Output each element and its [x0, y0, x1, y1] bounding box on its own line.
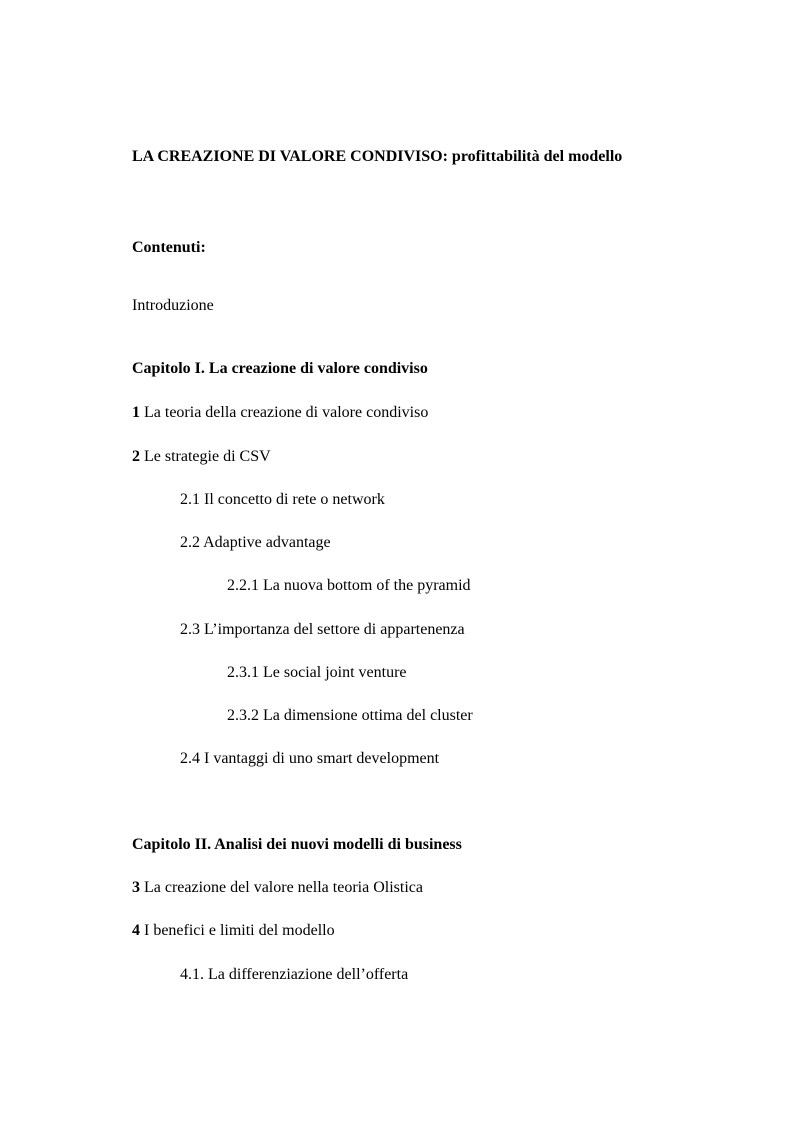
toc-item-4-1: 4.1. La differenziazione dell’offerta — [180, 966, 409, 983]
toc-item-2-3: 2.3 L’importanza del settore di appartenenza — [180, 621, 465, 638]
toc-item-2-3-1: 2.3.1 Le social joint venture — [227, 664, 407, 681]
toc-item-4 — [132, 921, 335, 941]
toc-item-1 — [132, 403, 428, 423]
toc-item-text: I benefici e limiti del modello — [140, 922, 335, 939]
toc-chapter-2: Capitolo II. Analisi dei nuovi modelli di business — [132, 836, 462, 853]
toc-item-2-2: 2.2 Adaptive advantage — [180, 534, 331, 551]
toc-item-number: 2 — [132, 448, 140, 465]
contents-heading: Contenuti: — [132, 239, 206, 256]
document-title: LA CREAZIONE DI VALORE CONDIVISO: profittabilità del modello — [132, 148, 623, 165]
toc-item-number: 1 — [132, 404, 140, 421]
toc-item-3 — [132, 878, 423, 898]
toc-item-2-2-1: 2.2.1 La nuova bottom of the pyramid — [227, 577, 471, 594]
toc-item-text: La creazione del valore nella teoria Olistica — [140, 879, 423, 896]
toc-item-2 — [132, 447, 271, 467]
toc-item-number: 3 — [132, 879, 140, 896]
toc-item-number: 4 — [132, 922, 140, 939]
toc-item-text: La teoria della creazione di valore condiviso — [140, 404, 429, 421]
toc-introduction: Introduzione — [132, 297, 214, 314]
toc-item-2-1: 2.1 Il concetto di rete o network — [180, 491, 385, 508]
toc-chapter-1: Capitolo I. La creazione di valore condiviso — [132, 360, 428, 377]
toc-item-2-3-2: 2.3.2 La dimensione ottima del cluster — [227, 707, 473, 724]
toc-item-text: Le strategie di CSV — [140, 448, 271, 465]
toc-item-2-4: 2.4 I vantaggi di uno smart development — [180, 750, 440, 767]
